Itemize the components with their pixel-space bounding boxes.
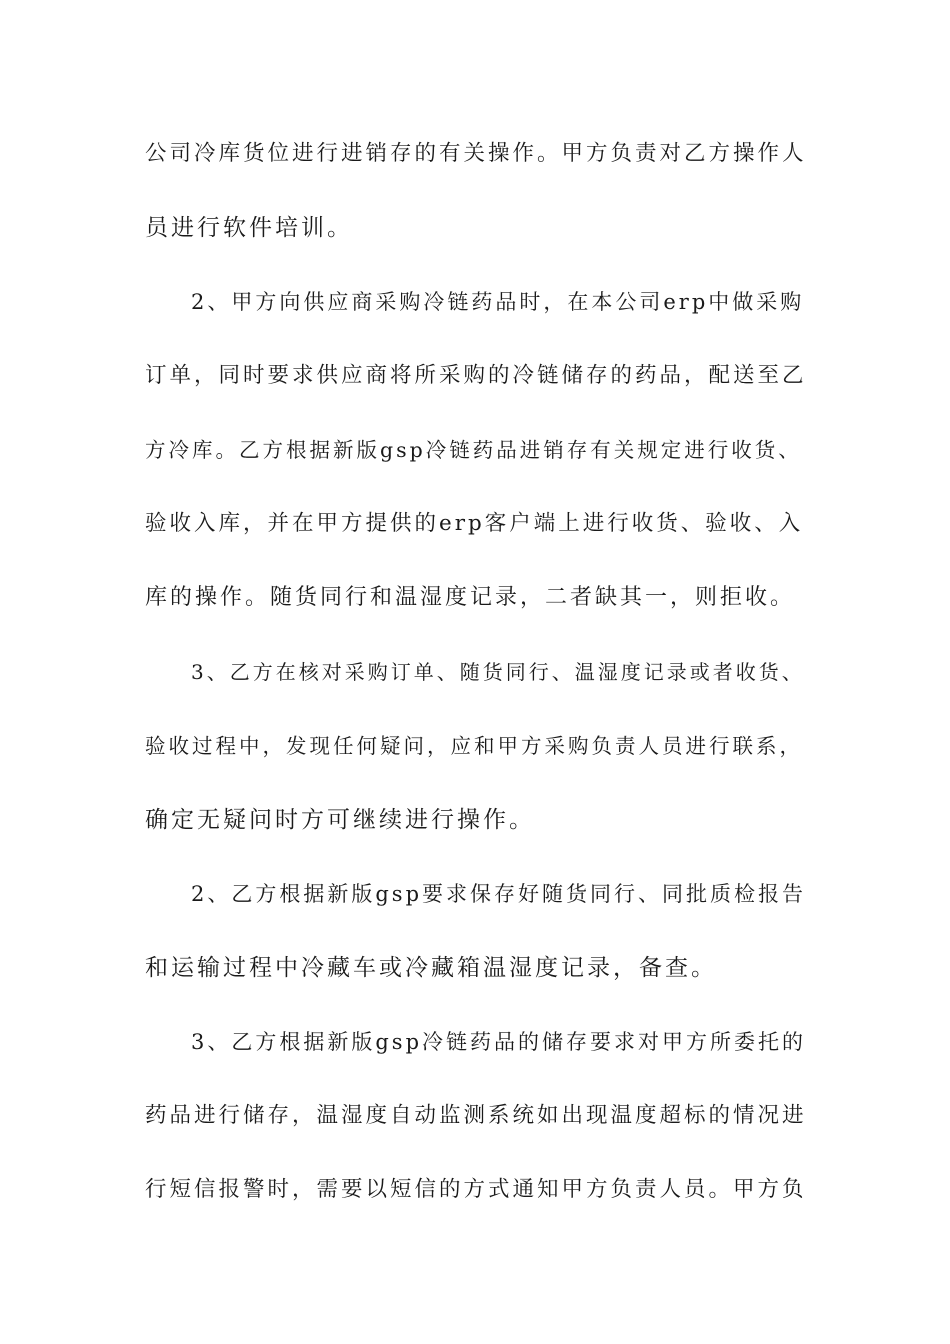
text-line: 方冷库。乙方根据新版gsp冷链药品进销存有关规定进行收货、 — [145, 438, 802, 462]
document-body — [145, 128, 807, 1238]
text-line: 药品进行储存，温湿度自动监测系统如出现温度超标的情况进 — [145, 1103, 807, 1128]
text-line: 公司冷库货位进行进销存的有关操作。甲方负责对乙方操作人 — [145, 141, 807, 166]
text-line: 3、乙方在核对采购订单、随货同行、温湿度记录或者收货、 — [191, 660, 805, 684]
text-line: 库的操作。随货同行和温湿度记录，二者缺其一，则拒收。 — [145, 585, 796, 610]
text-line: 和运输过程中冷藏车或冷藏箱温湿度记录，备查。 — [145, 955, 717, 981]
text-line: 2、甲方向供应商采购冷链药品时，在本公司erp中做采购 — [191, 290, 805, 314]
text-line: 验收过程中，发现任何疑问，应和甲方采购负责人员进行联系， — [145, 734, 803, 758]
text-line: 员进行软件培训。 — [145, 215, 353, 241]
text-line: 3、乙方根据新版gsp冷链药品的储存要求对甲方所委托的 — [191, 1030, 807, 1054]
text-line: 2、乙方根据新版gsp要求保存好随货同行、同批质检报告 — [191, 882, 807, 906]
text-line: 订单，同时要求供应商将所采购的冷链储存的药品，配送至乙 — [145, 363, 807, 388]
text-line: 行短信报警时，需要以短信的方式通知甲方负责人员。甲方负 — [145, 1177, 807, 1202]
text-line: 验收入库，并在甲方提供的erp客户端上进行收货、验收、入 — [145, 511, 804, 536]
text-line: 确定无疑问时方可继续进行操作。 — [145, 807, 535, 833]
